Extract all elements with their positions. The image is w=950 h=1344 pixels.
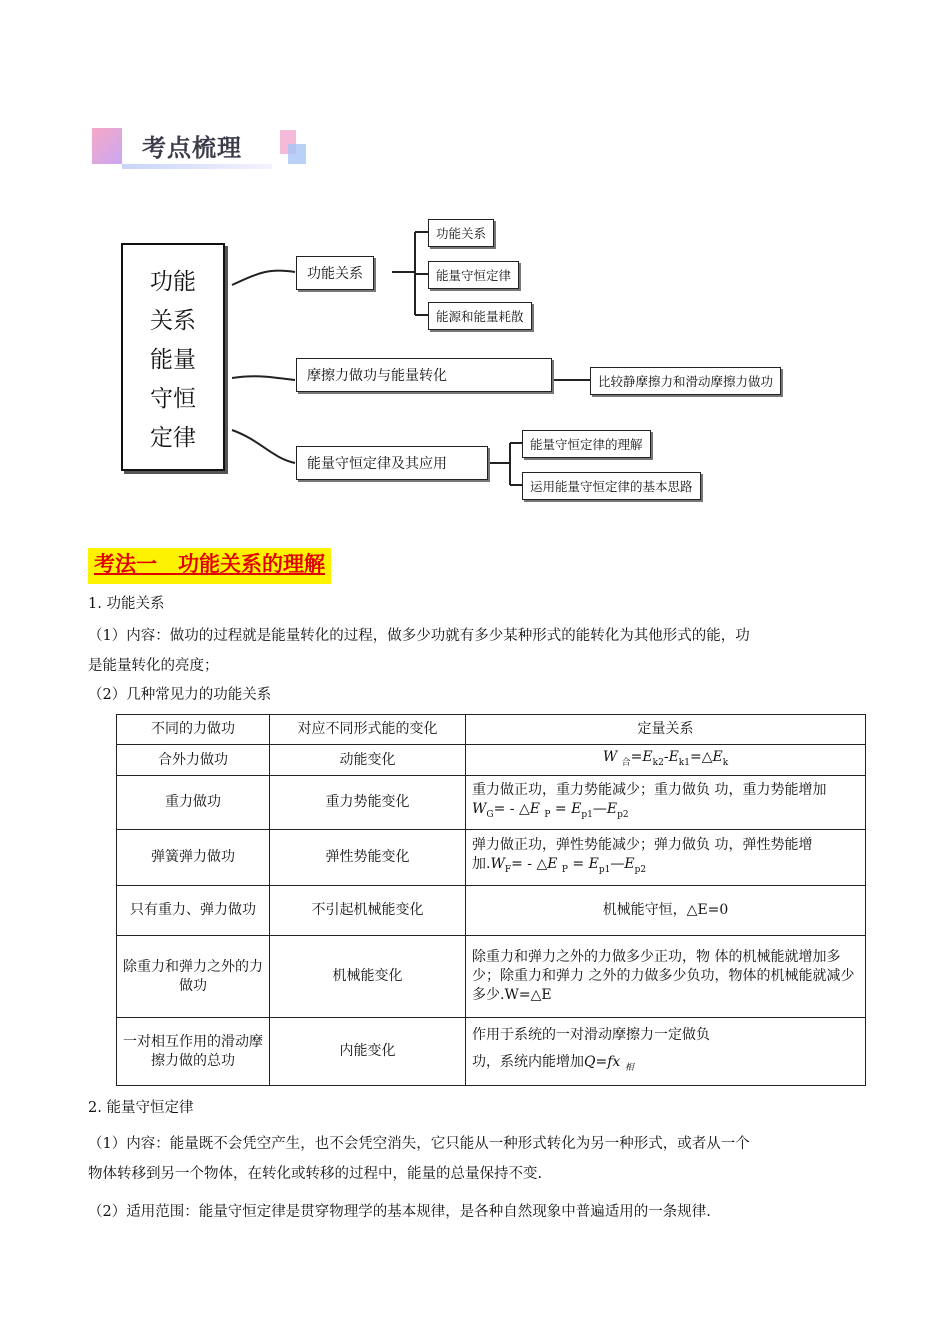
cell-formula: $W_G=$ - △E $_P = E_{p1}—E_{p2}$: [472, 800, 629, 820]
mindmap-leaf: 比较静摩擦力和滑动摩擦力做功: [590, 367, 781, 395]
cell-formula: $W_F=$ - △E $_P = E_{p1}—E_{p2}$: [490, 855, 647, 875]
cell-line: 作用于系统的一对滑动摩擦力一定做负: [472, 1026, 710, 1043]
mindmap-root: [121, 243, 225, 471]
cell-text: 弹力做正功，弹性势能减少；弹力做负 功，弹性势能增加.: [472, 836, 813, 872]
table-cell: 不引起机械能变化: [270, 886, 466, 936]
table-row: [117, 830, 866, 886]
cell-line-wrap: [472, 1053, 859, 1078]
table-cell: 机械能守恒，△E=0: [466, 886, 866, 936]
table-cell: [466, 1018, 866, 1086]
table-header: 对应不同形式能的变化: [270, 715, 466, 745]
table-row: [117, 886, 866, 936]
mindmap-branch: 功能关系: [296, 256, 374, 290]
table-row: [117, 776, 866, 830]
connector: [232, 430, 295, 463]
table-cell: 重力势能变化: [270, 776, 466, 830]
table-cell: 只有重力、弹力做功: [117, 886, 270, 936]
table-cell: 除重力和弹力之外的力做多少正功，物 体的机械能就增加多少；除重力和弹力 之外的力做多少负功，物体的机械能就减少多少.W=△E: [466, 936, 866, 1018]
table-row: [117, 745, 866, 776]
section-heading: 考法一 功能关系的理解: [88, 548, 331, 584]
root-line: 关系: [150, 308, 196, 334]
paragraph: （2）适用范围：能量守恒定律是贯穿物理学的基本规律，是各种自然现象中普遍适用的一条规律.: [88, 1204, 711, 1220]
paragraph-line: 是能量转化的亮度；: [88, 658, 219, 674]
force-energy-table: [116, 714, 866, 1086]
table-cell: [466, 776, 866, 830]
table-cell: 合外力做功: [117, 745, 270, 776]
root-line: 守恒: [150, 386, 196, 412]
root-line: 定律: [150, 425, 196, 451]
connector: [232, 376, 295, 380]
table-cell: 弹簧弹力做功: [117, 830, 270, 886]
table-cell: 弹性势能变化: [270, 830, 466, 886]
table-cell: 一对相互作用的滑动摩擦力做的总功: [117, 1018, 270, 1086]
paragraph-line: （1）内容：做功的过程就是能量转化的过程，做多少功就有多少某种形式的能转化为其他形式的能，功: [88, 628, 750, 644]
table-cell: 重力做功: [117, 776, 270, 830]
item-title: 2. 能量守恒定律: [88, 1100, 194, 1116]
paragraph: （2）几种常见力的功能关系: [88, 687, 272, 703]
item-title: 1. 功能关系: [88, 596, 165, 612]
mindmap-leaf: 能源和能量耗散: [428, 302, 532, 330]
cell-formula: Q=fx $_相$: [584, 1053, 634, 1073]
table-row: [117, 1018, 866, 1086]
table-cell: 机械能变化: [270, 936, 466, 1018]
paragraph-line: （1）内容：能量既不会凭空产生，也不会凭空消失，它只能从一种形式转化为另一种形式，或者从一个: [88, 1136, 750, 1152]
mindmap-leaf: 功能关系: [428, 219, 494, 247]
table-cell: 除重力和弹力之外的力做功: [117, 936, 270, 1018]
connector: [232, 271, 295, 285]
table-cell: [466, 830, 866, 886]
mindmap-branch: 摩擦力做功与能量转化: [296, 358, 552, 392]
table-header: 不同的力做功: [117, 715, 270, 745]
mindmap-leaf: 能量守恒定律的理解: [522, 430, 651, 458]
mindmap-leaf: 运用能量守恒定律的基本思路: [522, 472, 701, 500]
cell-line: 功，系统内能增加: [472, 1053, 584, 1070]
mindmap-leaf: 能量守恒定律: [428, 261, 519, 289]
root-line: 能量: [150, 347, 196, 373]
table-cell: 内能变化: [270, 1018, 466, 1086]
cell-text: 重力做正功，重力势能减少；重力做负 功，重力势能增加: [472, 781, 827, 798]
paragraph-line: 物体转移到另一个物体，在转化或转移的过程中，能量的总量保持不变.: [88, 1166, 543, 1182]
mindmap-branch: 能量守恒定律及其应用: [296, 446, 488, 480]
table-header-row: [117, 715, 866, 745]
table-cell-formula: W $_合=E_{k2}-E_{k1}=\triangle E_k$: [466, 745, 866, 776]
table-header: 定量关系: [466, 715, 866, 745]
root-line: 功能: [150, 269, 196, 295]
badge-title: 考点梳理: [142, 134, 242, 162]
table-row: [117, 936, 866, 1018]
table-cell: 动能变化: [270, 745, 466, 776]
